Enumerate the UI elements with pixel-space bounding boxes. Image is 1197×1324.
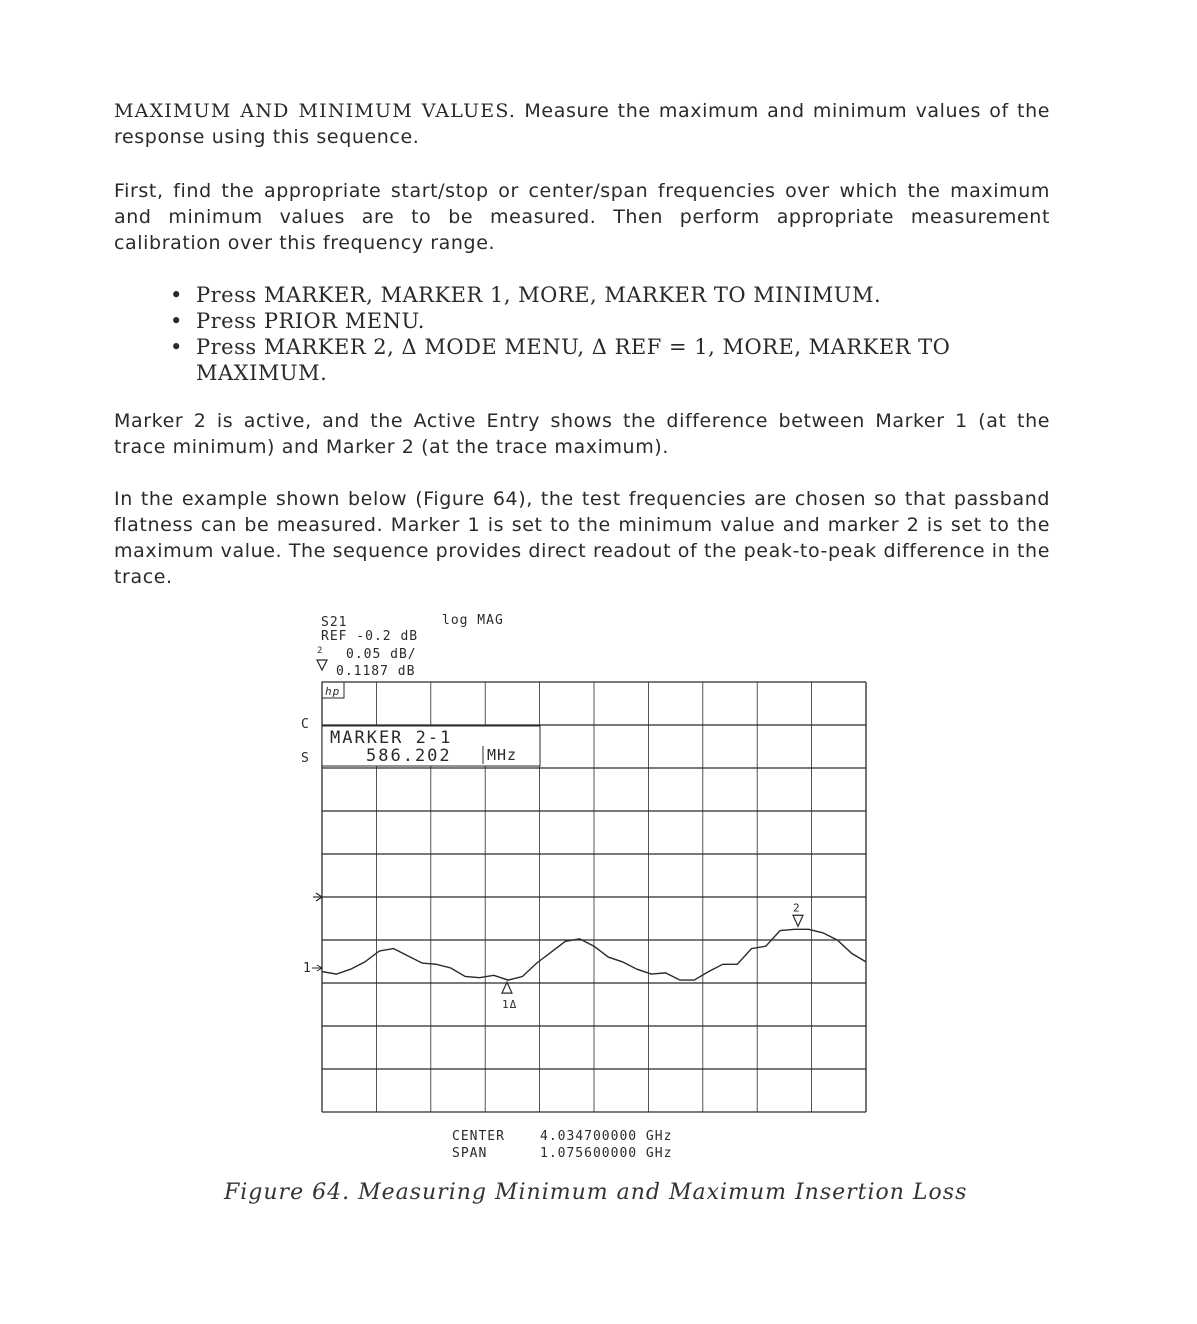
marker-readout-frequency: 586.202	[366, 746, 452, 766]
param-label: S21	[321, 615, 348, 630]
side-label-s: S	[301, 751, 310, 766]
center-label: CENTER	[452, 1129, 505, 1144]
paragraph-marker-active: Marker 2 is active, and the Active Entry shows the difference between Marker 1 (at the trace minimum) and Marker 2 (at the trace maximum).	[114, 410, 1050, 458]
ref-line-label: 1	[303, 961, 312, 976]
section-intro: Measure the maximum and minimum values of the response using this sequence.	[114, 100, 1051, 148]
marker-1	[502, 982, 517, 1011]
center-value: 4.034700000 GHz	[540, 1129, 673, 1144]
marker-2	[793, 901, 803, 926]
span-label: SPAN	[452, 1146, 488, 1161]
ref-label: REF -0.2 dB	[321, 629, 419, 644]
format-label: log MAG	[442, 613, 504, 628]
hp-logo	[322, 682, 344, 698]
marker-readout-unit: MHz	[487, 746, 518, 764]
marker-value-label: 0.1187 dB	[336, 664, 416, 679]
step-item: • Press PRIOR MENU.	[168, 308, 1018, 334]
scale-label: 0.05 dB/	[346, 647, 417, 662]
ref-line-arrow	[312, 965, 322, 971]
paragraph-calibration: First, find the appropriate start/stop or center/span frequencies over which the maximum and minimum values are to be measured. Then perform appropriate measurement calibration over this frequency range.	[114, 180, 1050, 254]
svg-text:hp: hp	[325, 685, 341, 698]
section-heading: MAXIMUM AND MINIMUM VALUES.	[114, 100, 517, 122]
side-label-c: C	[301, 717, 310, 732]
marker-1-label: 1Δ	[501, 998, 518, 1012]
span-value: 1.075600000 GHz	[540, 1146, 673, 1161]
marker-readout-box	[322, 726, 540, 766]
step-item: • Press MARKER, MARKER 1, MORE, MARKER TO MINIMUM.	[168, 282, 1018, 308]
step-item: • Press MARKER 2, Δ MODE MENU, Δ REF = 1, MORE, MARKER TO MAXIMUM.	[168, 334, 1018, 386]
marker-2-label: 2	[793, 901, 801, 915]
figure-caption: Figure 64. Measuring Minimum and Maximum Insertion Loss	[224, 1180, 968, 1205]
active-marker-icon	[317, 646, 327, 670]
paragraph-example: In the example shown below (Figure 64), the test frequencies are chosen so that passband flatness can be measured. Marker 1 is set to the minimum value and marker 2 is set to the maximum value. The sequence provides direct readout of the peak-to-peak difference in the trace.	[114, 488, 1050, 588]
marker-readout-label: MARKER 2-1	[330, 728, 453, 748]
svg-text:2: 2	[317, 646, 324, 656]
